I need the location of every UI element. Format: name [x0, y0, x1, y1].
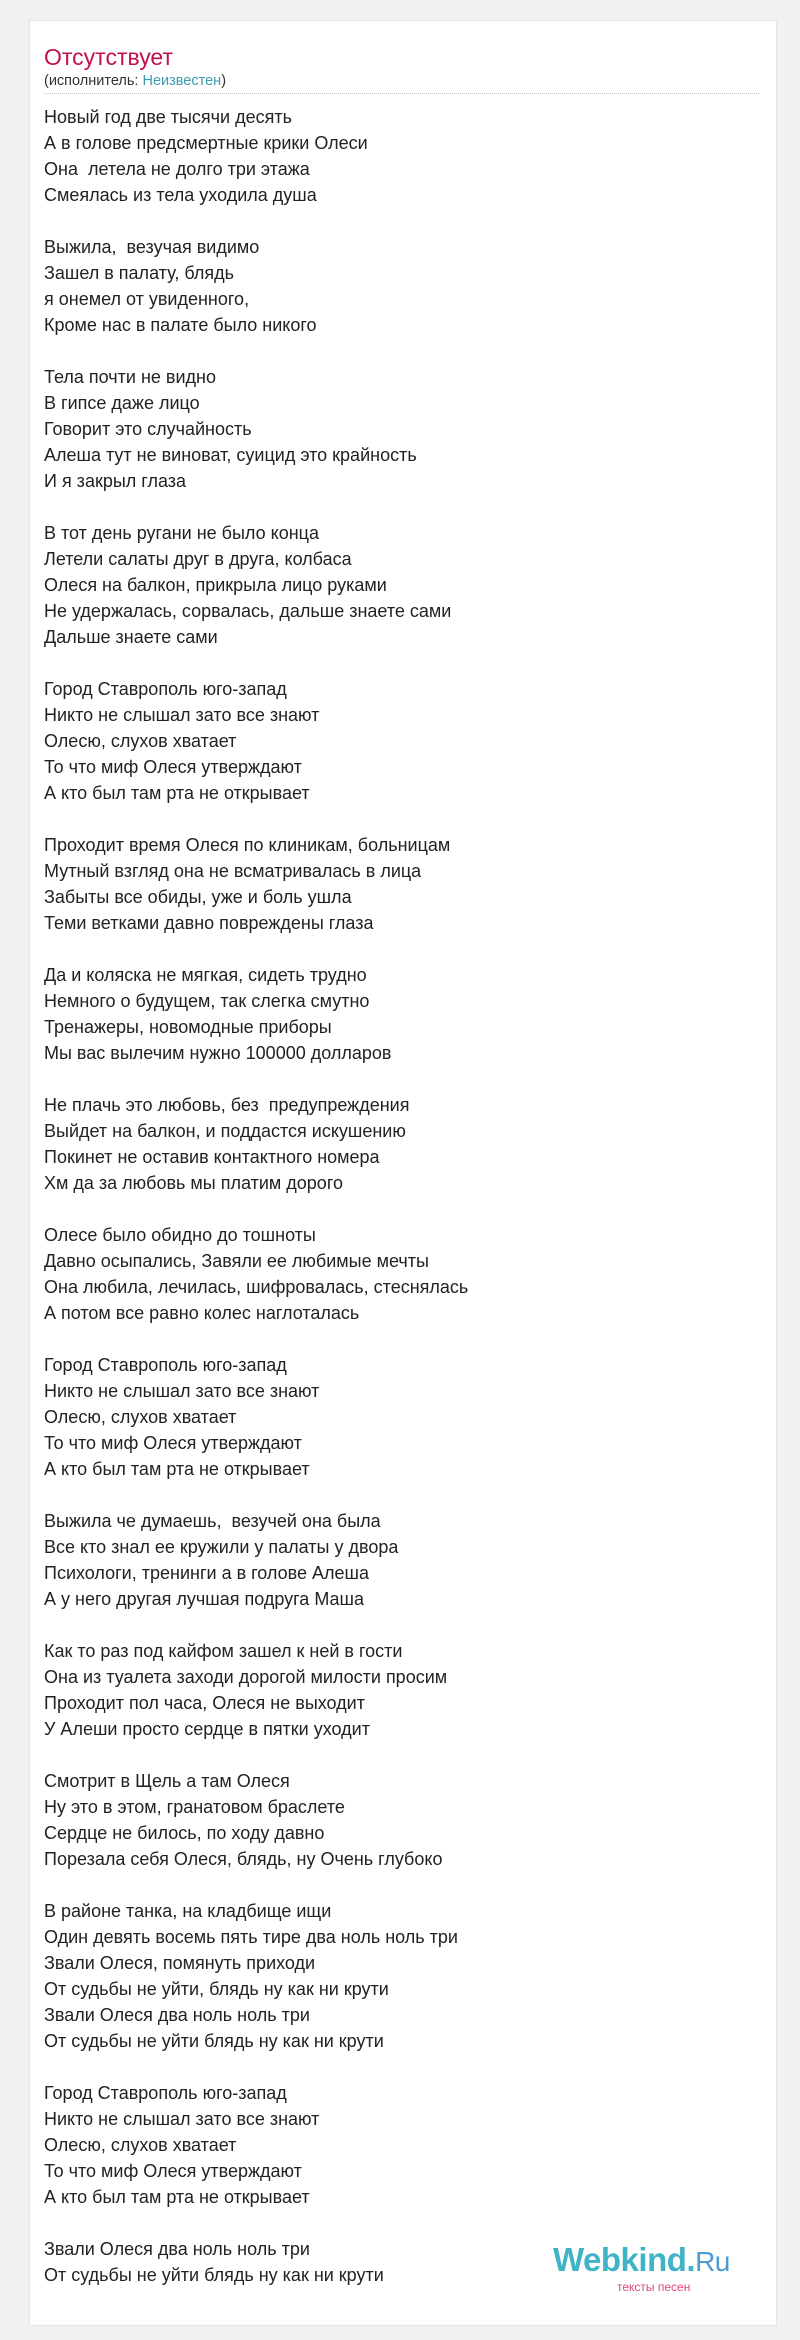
stanza-break: [44, 2210, 759, 2236]
stanza-break: [44, 1326, 759, 1352]
lyric-line: Алеша тут не виноват, суицид это крайность: [44, 445, 417, 465]
lyric-line: Как то раз под кайфом зашел к ней в гости: [44, 1641, 403, 1661]
lyric-line: Немного о будущем, так слегка смутно: [44, 991, 370, 1011]
lyric-line: В гипсе даже лицо: [44, 393, 200, 413]
artist-suffix: ): [221, 73, 227, 89]
lyric-line: От судьбы не уйти блядь ну как ни крути: [44, 2031, 384, 2051]
lyric-line: А в голове предсмертные крики Олеси: [44, 133, 368, 153]
lyric-line: Проходит время Олеся по клиникам, больницам: [44, 835, 451, 855]
lyric-line: Новый год две тысячи десять: [44, 107, 292, 127]
stanza-break: [44, 806, 759, 832]
stanza-break: [44, 650, 759, 676]
lyric-line: Выйдет на балкон, и поддастся искушению: [44, 1121, 406, 1141]
logo-dot: .: [686, 2241, 696, 2278]
stanza-break: [44, 338, 759, 364]
lyric-line: Хм да за любовь мы платим дорого: [44, 1173, 343, 1193]
webkind-logo[interactable]: [553, 2240, 743, 2300]
stanza-break: [44, 1742, 759, 1768]
lyric-line: Звали Олеся два ноль ноль три: [44, 2005, 310, 2025]
lyric-line: Олесю, слухов хватает: [44, 2135, 237, 2155]
lyric-line: Олеся на балкон, прикрыла лицо руками: [44, 575, 387, 595]
lyric-line: Забыты все обиды, уже и боль ушла: [44, 887, 352, 907]
lyric-line: В районе танка, на кладбище ищи: [44, 1901, 332, 1921]
stanza-break: [44, 1196, 759, 1222]
lyric-line: Тела почти не видно: [44, 367, 216, 387]
lyric-line: А потом все равно колес наглоталась: [44, 1303, 360, 1323]
lyric-line: Олесю, слухов хватает: [44, 731, 237, 751]
artist-prefix: (исполнитель:: [44, 73, 143, 89]
lyric-line: Мутный взгляд она не всматривалась в лица: [44, 861, 422, 881]
artist-line: [44, 72, 226, 90]
lyric-line: То что миф Олеся утверждают: [44, 757, 302, 777]
lyric-line: От судьбы не уйти, блядь ну как ни крути: [44, 1979, 389, 1999]
lyric-line: Выжила, везучая видимо: [44, 237, 260, 257]
logo-brand: Webkind: [553, 2241, 687, 2278]
title-divider: [44, 93, 759, 94]
lyric-line: Она любила, лечилась, шифровалась, стеснялась: [44, 1277, 469, 1297]
lyric-line: Никто не слышал зато все знают: [44, 705, 320, 725]
logo-tld: Ru: [695, 2246, 730, 2277]
lyric-line: Олесе было обидно до тошноты: [44, 1225, 316, 1245]
lyric-line: Никто не слышал зато все знают: [44, 1381, 320, 1401]
lyric-line: В тот день ругани не было конца: [44, 523, 319, 543]
lyric-line: Один девять восемь пять тире два ноль ноль три: [44, 1927, 458, 1947]
lyric-line: Тренажеры, новомодные приборы: [44, 1017, 332, 1037]
lyric-line: Порезала себя Олеся, блядь, ну Очень глубоко: [44, 1849, 443, 1869]
lyric-line: Давно осыпались, Завяли ее любимые мечты: [44, 1251, 429, 1271]
stanza-break: [44, 1482, 759, 1508]
lyric-line: А кто был там рта не открывает: [44, 2187, 310, 2207]
lyric-line: Она летела не долго три этажа: [44, 159, 310, 179]
lyric-line: Звали Олеся, помянуть приходи: [44, 1953, 316, 1973]
lyric-line: То что миф Олеся утверждают: [44, 1433, 302, 1453]
lyric-line: У Алеши просто сердце в пятки уходит: [44, 1719, 370, 1739]
lyric-line: Город Ставрополь юго-запад: [44, 679, 287, 699]
lyric-line: А у него другая лучшая подруга Маша: [44, 1589, 364, 1609]
stanza-break: [44, 1612, 759, 1638]
lyrics-body: [44, 104, 759, 2288]
lyric-line: А кто был там рта не открывает: [44, 1459, 310, 1479]
lyric-line: Все кто знал ее кружили у палаты у двора: [44, 1537, 399, 1557]
stanza-break: [44, 2054, 759, 2080]
logo-tagline: тексты песен: [617, 2280, 691, 2294]
artist-link[interactable]: Неизвестен: [142, 73, 222, 89]
lyric-line: Кроме нас в палате было никого: [44, 315, 317, 335]
lyric-line: Город Ставрополь юго-запад: [44, 1355, 287, 1375]
logo-wordmark: [553, 2240, 730, 2282]
lyric-line: Звали Олеся два ноль ноль три: [44, 2239, 310, 2259]
lyric-line: Никто не слышал зато все знают: [44, 2109, 320, 2129]
stanza-break: [44, 936, 759, 962]
lyric-line: Дальше знаете сами: [44, 627, 218, 647]
lyric-line: Мы вас вылечим нужно 100000 долларов: [44, 1043, 392, 1063]
lyric-line: Смотрит в Щель а там Олеся: [44, 1771, 290, 1791]
lyric-line: Она из туалета заходи дорогой милости просим: [44, 1667, 448, 1687]
stanza-break: [44, 208, 759, 234]
lyric-line: Ну это в этом, гранатовом браслете: [44, 1797, 345, 1817]
lyric-line: Выжила че думаешь, везучей она была: [44, 1511, 381, 1531]
lyric-line: От судьбы не уйти блядь ну как ни крути: [44, 2265, 384, 2285]
lyric-line: Летели салаты друг в друга, колбаса: [44, 549, 352, 569]
stanza-break: [44, 1066, 759, 1092]
lyrics-card: [29, 20, 777, 2326]
lyric-line: Теми ветками давно повреждены глаза: [44, 913, 374, 933]
lyric-line: А кто был там рта не открывает: [44, 783, 310, 803]
lyric-line: Сердце не билось, по ходу давно: [44, 1823, 325, 1843]
lyric-line: Зашел в палату, блядь: [44, 263, 234, 283]
lyric-line: Говорит это случайность: [44, 419, 252, 439]
lyric-line: Не удержалась, сорвалась, дальше знаете сами: [44, 601, 452, 621]
lyric-line: Город Ставрополь юго-запад: [44, 2083, 287, 2103]
lyric-line: Смеялась из тела уходила душа: [44, 185, 317, 205]
lyric-line: Не плачь это любовь, без предупреждения: [44, 1095, 410, 1115]
song-title: Отсутствует: [44, 44, 173, 70]
lyric-line: Покинет не оставив контактного номера: [44, 1147, 380, 1167]
lyric-line: Да и коляска не мягкая, сидеть трудно: [44, 965, 367, 985]
lyric-line: Олесю, слухов хватает: [44, 1407, 237, 1427]
lyric-line: И я закрыл глаза: [44, 471, 187, 491]
lyric-line: Проходит пол часа, Олеся не выходит: [44, 1693, 365, 1713]
stanza-break: [44, 1872, 759, 1898]
lyric-line: Психологи, тренинги а в голове Алеша: [44, 1563, 369, 1583]
lyric-line: То что миф Олеся утверждают: [44, 2161, 302, 2181]
lyric-line: я онемел от увиденного,: [44, 289, 250, 309]
stanza-break: [44, 494, 759, 520]
